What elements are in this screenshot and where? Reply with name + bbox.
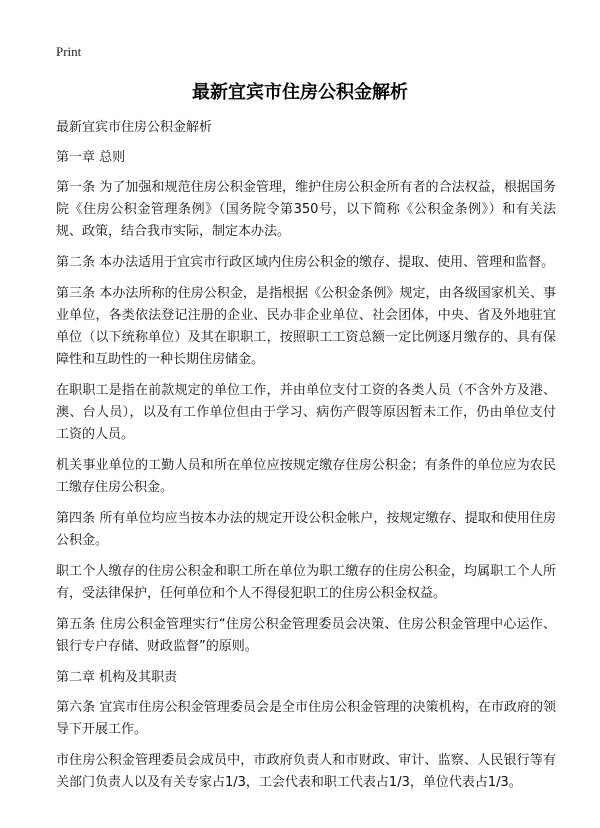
document-title: 最新宜宾市住房公积金解析	[192, 82, 408, 103]
chapter-heading: 第一章 总则	[56, 150, 126, 165]
print-link[interactable]: Print	[56, 44, 82, 59]
article-paragraph: 第三条 本办法所称的住房公积金，是指根据《公积金条例》规定，由各级国家机关、事业单位，各类依法登记注册的企业、民办非企业单位、社会团体，中央、省及外地驻宜单位（以下统称单位）及其在职职工，按照职工工资总额一定比例逐月缴存的、具有保障性和互助性的一种长期住房储金。	[56, 286, 556, 367]
article-paragraph: 职工个人缴存的住房公积金和职工所在单位为职工缴存的住房公积金，均属职工个人所有，受法律保护，任何单位和个人不得侵犯职工的住房公积金权益。	[56, 564, 556, 601]
article-paragraph: 第四条 所有单位均应当按本办法的规定开设公积金帐户，按规定缴存、提取和使用住房公积金。	[56, 511, 556, 548]
article-paragraph: 在职职工是指在前款规定的单位工作，并由单位支付工资的各类人员（不含外方及港、澳、台人员），以及有工作单位但由于学习、病伤产假等原因暂未工作，仍由单位支付工资的人员。	[56, 383, 556, 442]
article-paragraph: 第五条 住房公积金管理实行“住房公积金管理委员会决策、住房公积金管理中心运作、银行专户存储、财政监督”的原则。	[56, 617, 556, 654]
article-paragraph: 市住房公积金管理委员会成员中，市政府负责人和市财政、审计、监察、人民银行等有关部门负责人以及有关专家占1/3，工会代表和职工代表占1/3，单位代表占1/3。	[56, 753, 556, 790]
article-paragraph: 第二条 本办法适用于宜宾市行政区域内住房公积金的缴存、提取、使用、管理和监督。	[56, 255, 555, 270]
document-subtitle: 最新宜宾市住房公积金解析	[56, 120, 213, 135]
document-body	[56, 117, 556, 803]
chapter-heading: 第二章 机构及其职责	[56, 670, 178, 685]
article-paragraph: 第六条 宜宾市住房公积金管理委员会是全市住房公积金管理的决策机构，在市政府的领导下开展工作。	[56, 700, 556, 737]
article-paragraph: 第一条 为了加强和规范住房公积金管理，维护住房公积金所有者的合法权益，根据国务院《住房公积金管理条例》（国务院令第350号，以下简称《公积金条例》）和有关法规、政策，结合我市实际，制定本办法。	[56, 180, 556, 239]
article-paragraph: 机关事业单位的工勤人员和所在单位应按规定缴存住房公积金；有条件的单位应为农民工缴存住房公积金。	[56, 458, 556, 495]
